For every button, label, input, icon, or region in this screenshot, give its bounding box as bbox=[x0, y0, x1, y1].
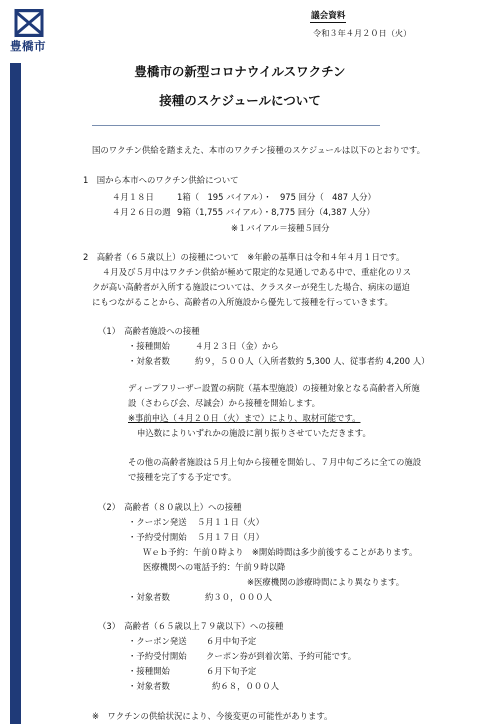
phone-booking-note: 医療機関への電話予約：午前９時以降 bbox=[143, 562, 286, 572]
sub1-para-line: 設（さわらび会、尽誠会）から接種を開始します。 bbox=[128, 398, 320, 408]
sub2-target-value: 約３０，０００人 bbox=[205, 592, 272, 602]
section1-heading: 1 国から本市へのワクチン供給について bbox=[83, 175, 239, 185]
supply-row1-date: ４月１８日 bbox=[112, 192, 154, 202]
supply-row2-date: ４月２６日の週 bbox=[112, 207, 171, 217]
brand-side-bar bbox=[10, 63, 21, 724]
sub3-start-value: ６月下旬予定 bbox=[206, 666, 257, 676]
supply-row1-detail: 1箱（ 195 バイアル）・ 975 回分（ 487 人分） bbox=[177, 192, 376, 202]
sub1-target-value: 約９，５００人（入所者数約 5,300 人、従事者約 4,200 人） bbox=[195, 356, 430, 366]
sub1-para-line: ディープフリーザー設置の病院（基本型施設）の接種対象となる高齢者入所施 bbox=[128, 383, 420, 393]
council-material-tag: 議会資料 bbox=[311, 11, 346, 21]
vial-note: ※１バイアル＝接種５回分 bbox=[231, 223, 330, 233]
sub1-start-value: ４月２３日（金）から bbox=[195, 341, 279, 351]
page-title-line-1: 豊橋市の新型コロナウイルスワクチン bbox=[134, 64, 346, 79]
sub1-target-label: ・対象者数 bbox=[128, 356, 170, 366]
sub3-target-label: ・対象者数 bbox=[128, 681, 170, 691]
document-date: 令和３年４月２０日（火） bbox=[313, 28, 412, 38]
page-title-line-2: 接種のスケジュールについて bbox=[159, 93, 321, 108]
sub2-coupon-value: ５月１１日（火） bbox=[197, 517, 264, 527]
sub2-heading: （2） 高齢者（８０歳以上）への接種 bbox=[98, 502, 242, 512]
other-facilities-line: その他の高齢者施設は５月上旬から接種を開始し、７月中旬ごろに全ての施設 bbox=[128, 457, 422, 467]
sub3-coupon-value: ６月中旬予定 bbox=[206, 636, 257, 646]
sub1-heading: （1） 高齢者施設への接種 bbox=[98, 326, 200, 336]
web-booking-note: Ｗｅｂ予約：午前０時より ※開始時間は多少前後することがあります。 bbox=[143, 547, 418, 557]
sub3-heading: （3） 高齢者（６５歳以上７９歳以下）への接種 bbox=[98, 621, 284, 631]
section2-heading: 2 高齢者（６５歳以上）の接種について ※年齢の基準日は令和４年４月１日です。 bbox=[83, 252, 405, 262]
section2-para-line: クが高い高齢者が入所する施設については、クラスターが発生した場合、病床の逼迫 bbox=[92, 282, 410, 292]
sub2-coupon-label: ・クーポン発送 bbox=[128, 517, 187, 527]
city-emblem-icon bbox=[14, 8, 44, 38]
sub3-start-label: ・接種開始 bbox=[128, 666, 170, 676]
sub2-target-label: ・対象者数 bbox=[128, 592, 170, 602]
supply-row2-detail: 9箱（1,755 バイアル）・8,775 回分（4,387 人分） bbox=[177, 207, 375, 217]
change-footnote: ※ ワクチンの供給状況により、今後変更の可能性があります。 bbox=[92, 711, 333, 721]
sub2-booking-value: ５月１７日（月） bbox=[197, 532, 264, 542]
sub3-booking-value: クーポン券が到着次第、予約可能です。 bbox=[206, 651, 357, 661]
press-deadline-note: ※事前申込（４月２０日（火）まで）により、取材可能です。 bbox=[128, 413, 361, 423]
sub2-booking-label: ・予約受付開始 bbox=[128, 532, 187, 542]
sub1-start-label: ・接種開始 bbox=[128, 341, 170, 351]
section2-para-line: にもつながることから、高齢者の入所施設から優先して接種を行っていきます。 bbox=[92, 297, 393, 307]
city-logo-text: 豊橋市 bbox=[10, 39, 46, 53]
sub3-target-value: 約６８，０００人 bbox=[212, 681, 279, 691]
intro-text: 国のワクチン供給を踏まえた、本市のワクチン接種のスケジュールは以下のとおりです。 bbox=[92, 145, 425, 155]
sub3-booking-label: ・予約受付開始 bbox=[128, 651, 187, 661]
other-facilities-line: で接種を完了する予定です。 bbox=[128, 472, 237, 482]
title-divider bbox=[92, 125, 380, 126]
assignment-note: 申込数によりいずれかの施設に割り振りさせていただきます。 bbox=[137, 428, 371, 438]
clinic-hours-note: ※医療機関の診療時間により異なります。 bbox=[247, 577, 405, 587]
sub3-coupon-label: ・クーポン発送 bbox=[128, 636, 187, 646]
section2-para-line: ４月及び５月中はワクチン供給が極めて限定的な見通しである中で、重症化のリス bbox=[102, 267, 412, 277]
